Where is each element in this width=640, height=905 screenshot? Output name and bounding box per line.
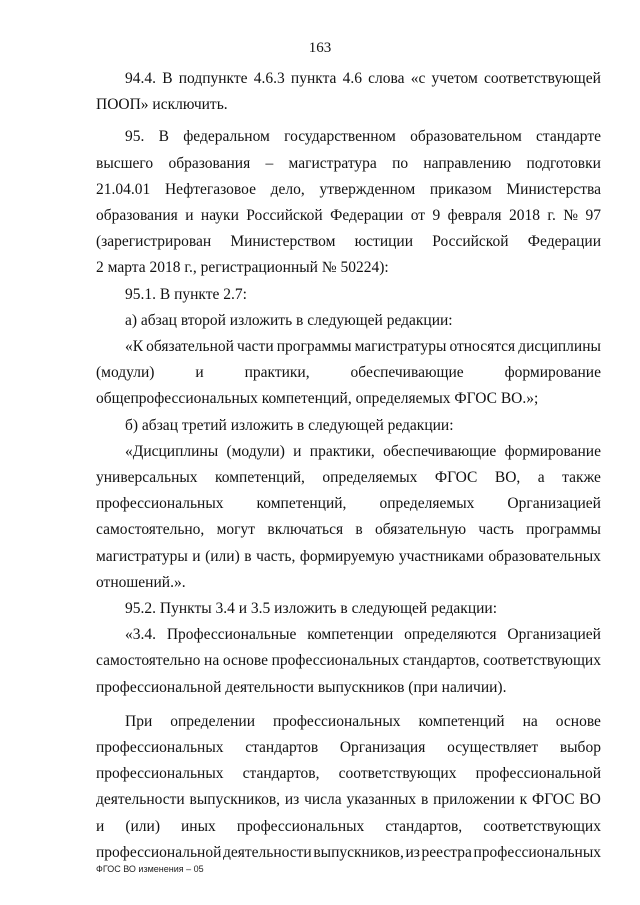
text-line: самостоятельно на основе профессиональных стандартов, соответствующих — [96, 652, 601, 670]
text-line: (зарегистрирован Министерством юстиции Российской Федерации — [96, 233, 601, 251]
paragraph-95 — [96, 124, 601, 281]
page-number: 163 — [308, 40, 332, 56]
text-line: ПООП» исключить. — [96, 96, 228, 114]
text-line: деятельности выпускников, из числа указанных в приложении к ФГОС ВО — [96, 791, 601, 809]
text-line: «К обязательной части программы магистратуры относятся дисциплины — [125, 338, 601, 356]
text-line: 95.1. В пункте 2.7: — [125, 285, 247, 303]
footer-note: ФГОС ВО изменения – 05 — [96, 864, 204, 874]
text-line: б) абзац третий изложить в следующей редакции: — [125, 416, 454, 434]
paragraph-quote-2 — [96, 439, 601, 596]
text-line: «Дисциплины (модули) и практики, обеспечивающие формирование — [125, 442, 601, 460]
paragraph-a — [96, 308, 601, 334]
paragraph-quote-1 — [96, 334, 601, 413]
text-line: общепрофессиональных компетенций, определяемых ФГОС ВО.»; — [96, 390, 539, 408]
paragraph-b — [96, 413, 601, 439]
text-line: 95.2. Пункты 3.4 и 3.5 изложить в следующей редакции: — [125, 600, 498, 618]
paragraph-94-4 — [96, 66, 601, 118]
text-line: самостоятельно, могут включаться в обязательную часть программы — [96, 521, 601, 539]
paragraph-3-4 — [96, 622, 601, 701]
text-line: 21.04.01 Нефтегазовое дело, утвержденном приказом Министерства — [96, 180, 601, 198]
text-line: (модули) и практики, обеспечивающие формирование — [96, 364, 601, 382]
text-line: а) абзац второй изложить в следующей редакции: — [125, 311, 453, 329]
text-line: 2 марта 2018 г., регистрационный № 50224): — [96, 259, 389, 277]
text-line: 94.4. В подпункте 4.6.3 пункта 4.6 слова «с учетом соответствующей — [125, 70, 601, 87]
text-line: высшего образования – магистратура по направлению подготовки — [96, 154, 601, 172]
text-line: профессиональных компетенций, определяемых Организацией — [96, 495, 601, 513]
paragraph-95-2 — [96, 596, 601, 622]
text-line: профессиональных стандартов, соответствующих профессиональной — [96, 765, 601, 783]
text-line: «3.4. Профессиональные компетенции определяются Организацией — [125, 626, 601, 644]
text-line: профессиональной деятельности выпускников (при наличии). — [96, 678, 507, 696]
paragraph-95-1 — [96, 282, 601, 308]
text-line: и (или) иных профессиональных стандартов, соответствующих — [96, 817, 601, 835]
text-line: 95. В федеральном государственном образовательном стандарте — [125, 128, 601, 146]
paragraph-selection — [96, 709, 601, 866]
document-body — [96, 66, 601, 866]
text-line: профессиональных стандартов Организация осуществляет выбор — [96, 739, 601, 757]
text-line: отношений.». — [96, 573, 186, 591]
text-line: универсальных компетенций, определяемых ФГОС ВО, а также — [96, 469, 601, 487]
text-line: образования и науки Российской Федерации от 9 февраля 2018 г. № 97 — [96, 207, 601, 225]
text-line: При определении профессиональных компетенций на основе — [125, 712, 601, 730]
text-line: профессиональной деятельности выпускников, из реестра профессиональных — [96, 843, 601, 861]
text-line: магистратуры и (или) в часть, формируемую участниками образовательных — [96, 547, 601, 565]
